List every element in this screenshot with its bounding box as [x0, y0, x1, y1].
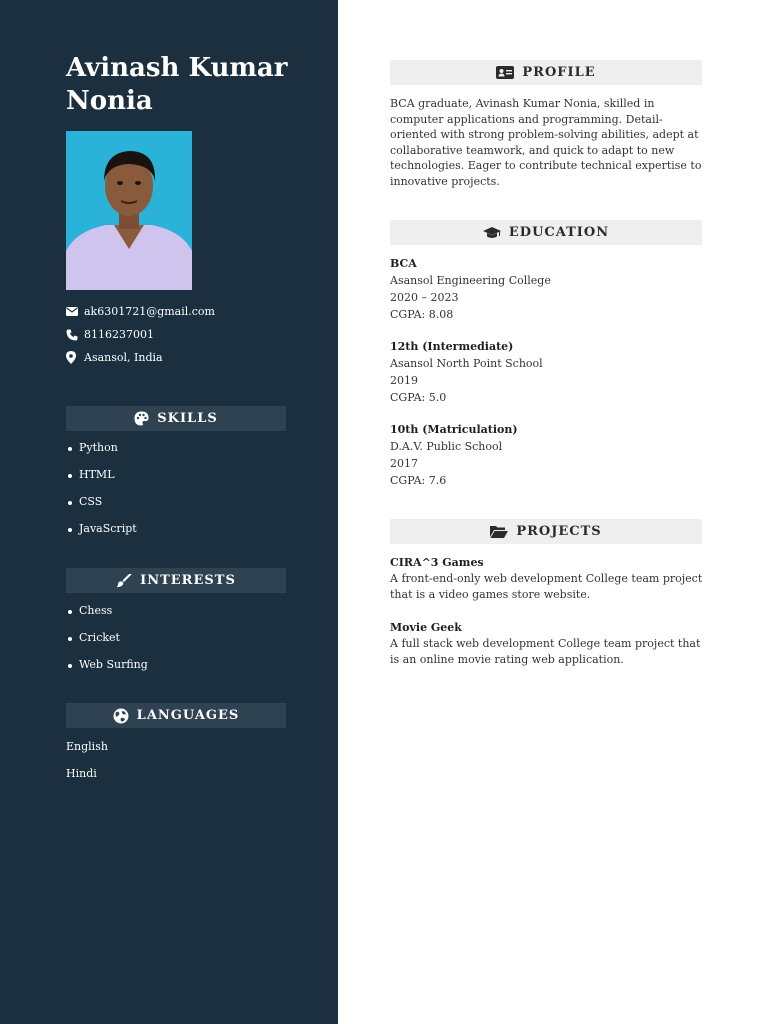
education-school: Asansol North Point School [390, 357, 543, 370]
contact-info [66, 300, 296, 369]
list-item: HTML [66, 468, 286, 495]
phone-icon [66, 328, 84, 342]
profile-photo [66, 131, 192, 290]
education-entry [390, 256, 704, 323]
education-school: D.A.V. Public School [390, 440, 503, 453]
education-degree: 10th (Matriculation) [390, 423, 518, 436]
education-score: CGPA: 5.0 [390, 391, 447, 404]
profile-heading-label: PROFILE [522, 65, 596, 80]
sidebar [0, 0, 338, 1024]
education-heading-label: EDUCATION [508, 225, 610, 240]
project-title: Movie Geek [390, 621, 462, 634]
education-entry [390, 339, 704, 406]
education-degree: 12th (Intermediate) [390, 340, 514, 353]
interests-list [66, 604, 286, 685]
projects-heading [390, 519, 702, 544]
profile-summary: BCA graduate, Avinash Kumar Nonia, skilled in computer applications and programming. Detail-oriented with strong problem-solving abilities, adept at collaborative teamwork, and quick to adapt to new technologies. Eager to contribute technical expertise to innovative projects. [390, 97, 702, 188]
list-item: JavaScript [66, 522, 286, 549]
contact-location [66, 346, 296, 369]
project-description: A front-end-only web development College team project that is a video games store website. [390, 572, 703, 601]
project-entry [390, 620, 704, 667]
project-title: CIRA^3 Games [390, 556, 484, 569]
list-item: Web Surfing [66, 658, 286, 685]
list-item: Chess [66, 604, 286, 631]
candidate-name: Avinash Kumar Nonia [66, 53, 288, 116]
globe-icon [113, 708, 129, 724]
education-school: Asansol Engineering College [390, 274, 551, 287]
education-degree: BCA [390, 257, 417, 270]
folder-open-icon [490, 525, 508, 538]
phone-text: 8116237001 [84, 328, 154, 341]
project-entry [390, 555, 704, 602]
education-years: 2020 – 2023 [390, 291, 459, 304]
id-card-icon [496, 66, 514, 79]
graduation-cap-icon [483, 226, 501, 239]
profile-heading [390, 60, 702, 85]
languages-list [66, 740, 286, 794]
contact-email[interactable] [66, 300, 296, 323]
skills-list [66, 441, 286, 549]
education-entry [390, 422, 704, 489]
envelope-icon [66, 305, 84, 319]
education-years: 2017 [390, 457, 418, 470]
list-item: Cricket [66, 631, 286, 658]
interests-heading [66, 568, 286, 593]
palette-icon [134, 411, 149, 426]
map-pin-icon [66, 351, 84, 365]
list-item: English [66, 740, 108, 753]
education-years: 2019 [390, 374, 418, 387]
contact-phone[interactable] [66, 323, 296, 346]
skills-heading-label: SKILLS [157, 411, 218, 426]
project-description: A full stack web development College team project that is an online movie rating web application. [390, 637, 701, 666]
list-item: Python [66, 441, 286, 468]
location-text: Asansol, India [84, 351, 163, 364]
interests-heading-label: INTERESTS [140, 573, 236, 588]
education-heading [390, 220, 702, 245]
email-text: ak6301721@gmail.com [84, 305, 215, 318]
languages-heading-label: LANGUAGES [136, 708, 240, 723]
projects-heading-label: PROJECTS [516, 524, 602, 539]
list-item: CSS [66, 495, 286, 522]
education-score: CGPA: 7.6 [390, 474, 447, 487]
main-content [338, 0, 768, 1024]
education-score: CGPA: 8.08 [390, 308, 454, 321]
paintbrush-icon [116, 574, 132, 588]
languages-heading [66, 703, 286, 728]
skills-heading [66, 406, 286, 431]
list-item: Hindi [66, 767, 97, 780]
